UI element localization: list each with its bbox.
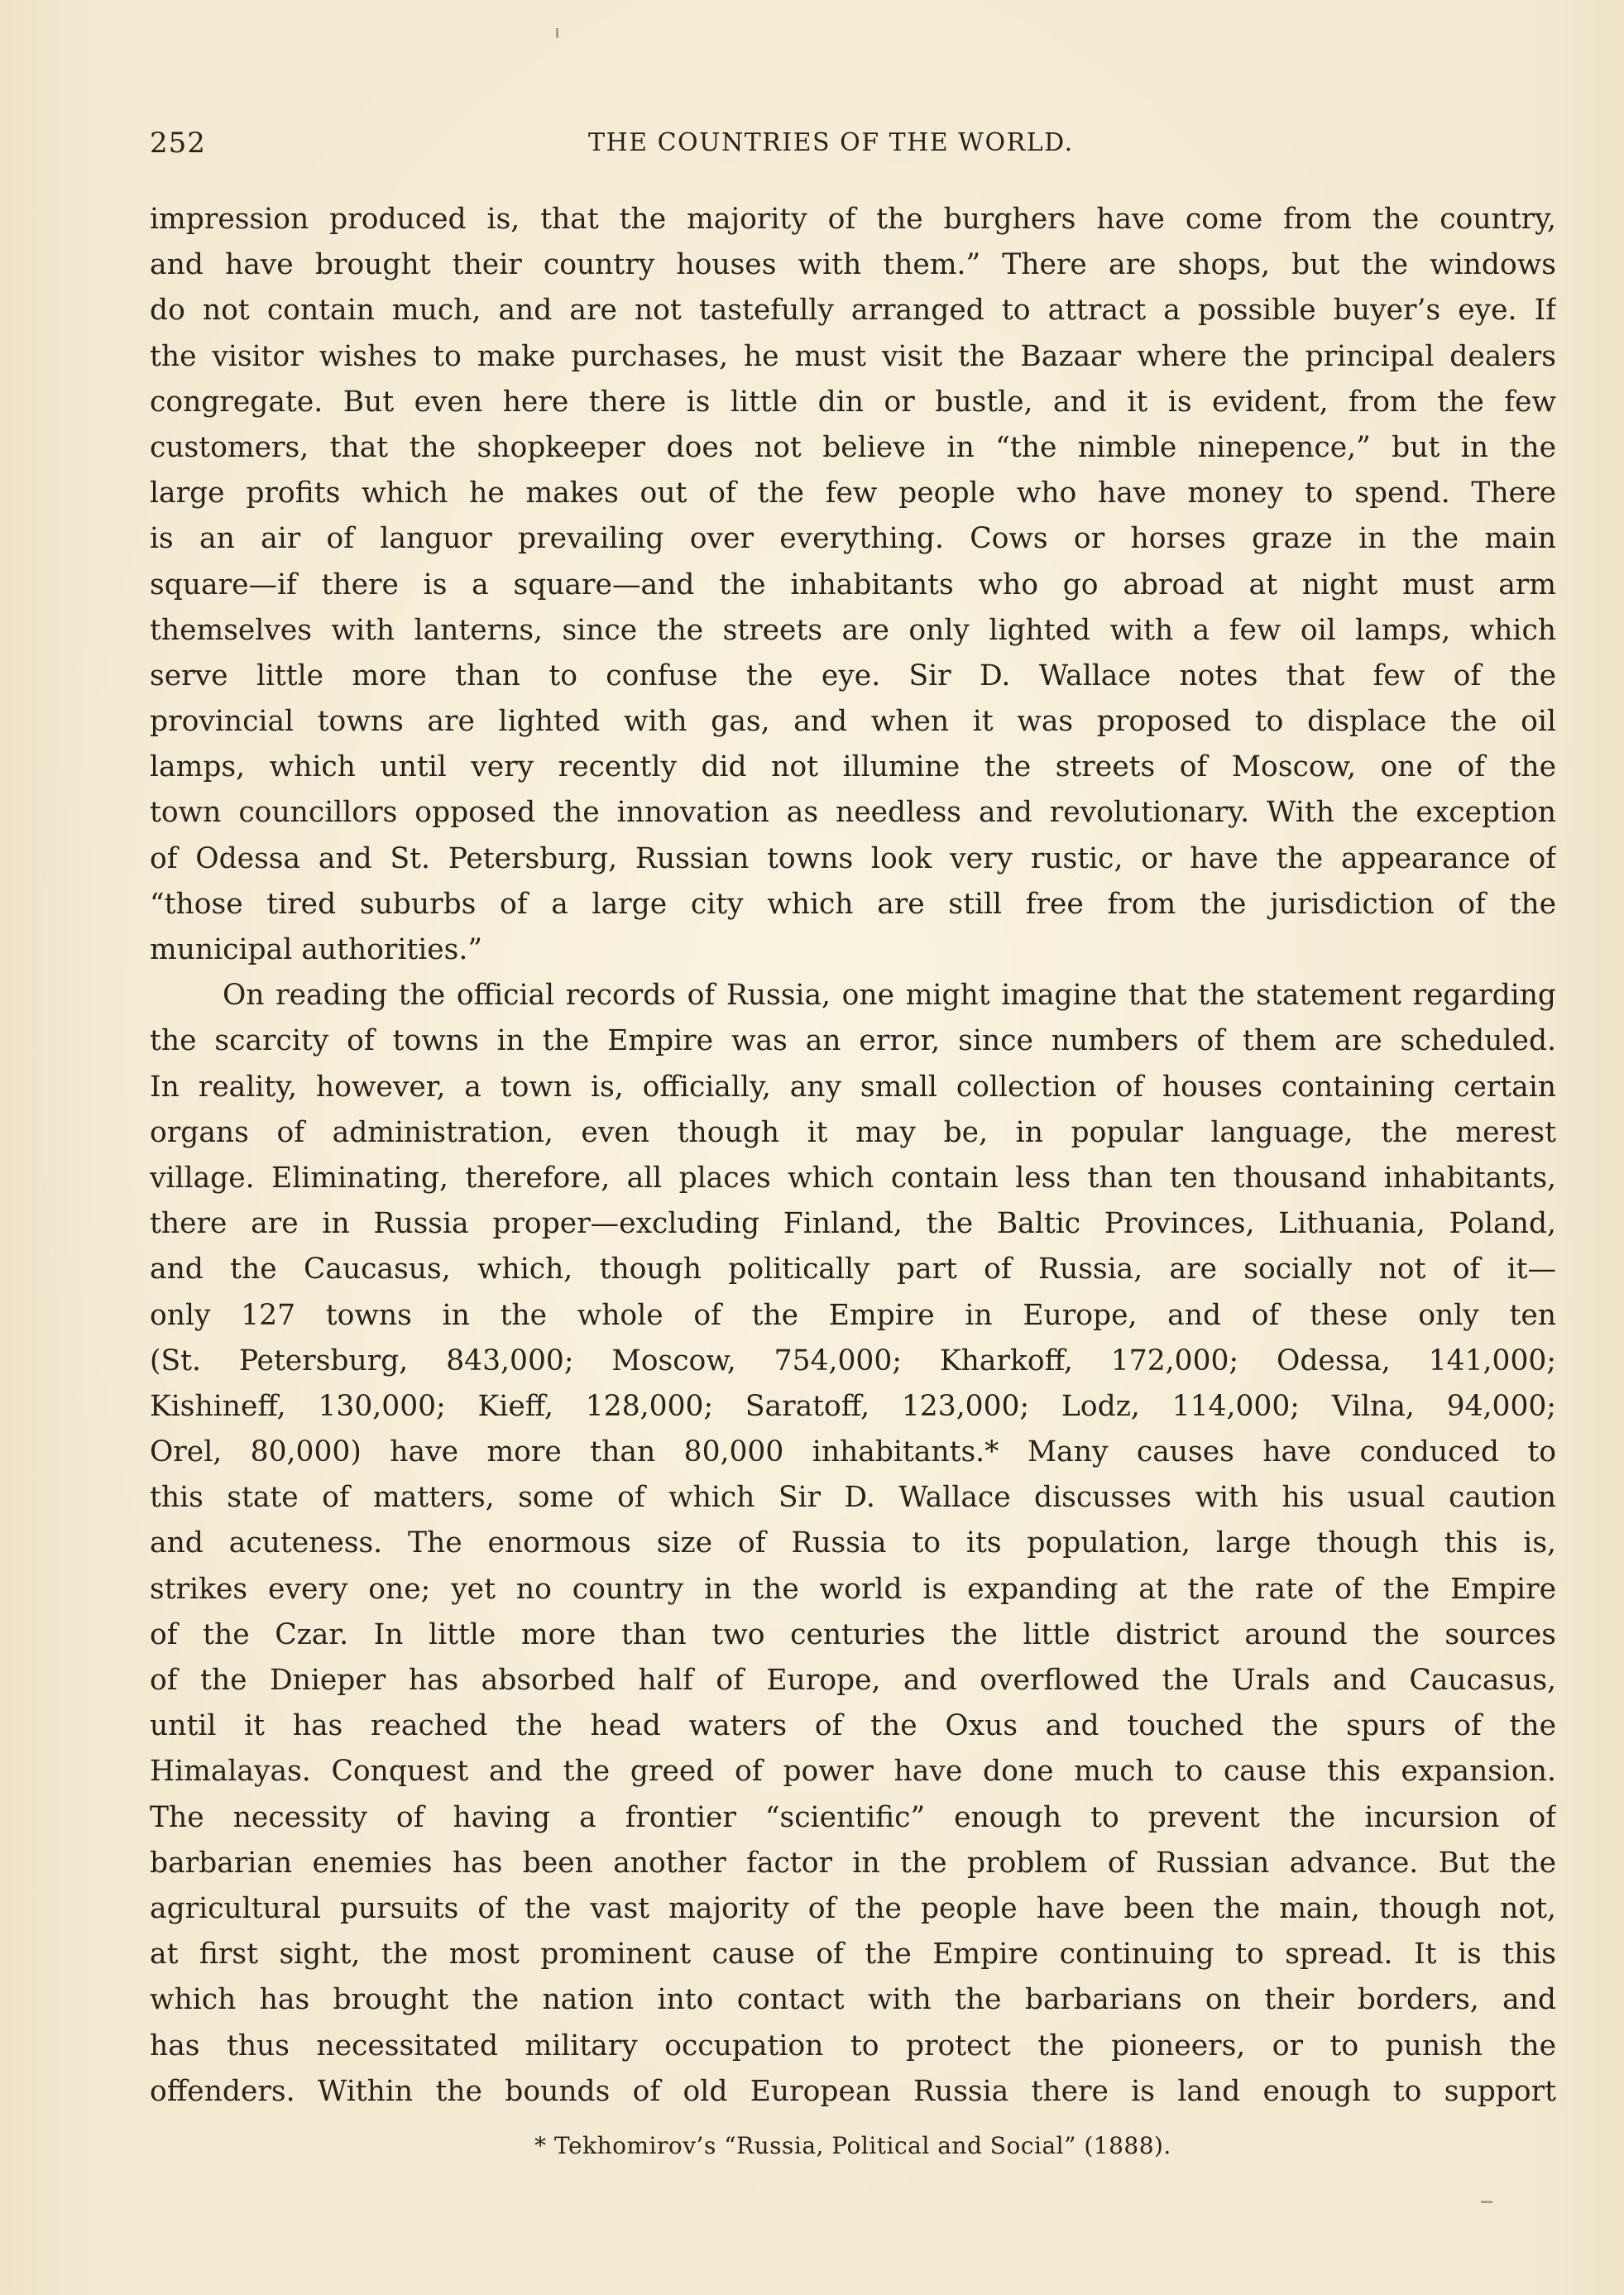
text-line: and have brought their country houses with them.” There are shops, but the windows [150, 248, 1556, 282]
text-line: organs of administration, even though it may be, in popular language, the merest [150, 1115, 1556, 1149]
text-line: and acuteness. The enormous size of Russia to its population, large though this is, [150, 1526, 1556, 1560]
text-line: offenders. Within the bounds of old European Russia there is land enough to support [150, 2074, 1556, 2108]
text-line: do not contain much, and are not tastefully arranged to attract a possible buyer’s eye. If [150, 294, 1556, 328]
text-line: In reality, however, a town is, officially, any small collection of houses containing certain [150, 1070, 1556, 1104]
text-line: at first sight, the most prominent cause of the Empire continuing to spread. It is this [150, 1938, 1556, 1972]
text-line: Himalayas. Conquest and the greed of power have done much to cause this expansion. [150, 1755, 1556, 1789]
text-line: provincial towns are lighted with gas, and when it was proposed to displace the oil [150, 705, 1556, 739]
text-line: Kishineff, 130,000; Kieff, 128,000; Saratoff, 123,000; Lodz, 114,000; Vilna, 94,000; [150, 1389, 1556, 1423]
text-line: square—if there is a square—and the inhabitants who go abroad at night must arm [150, 568, 1556, 601]
paragraph-start-line: On reading the official records of Russia, one might imagine that the statement regarding [223, 979, 1556, 1013]
text-line: village. Eliminating, therefore, all places which contain less than ten thousand inhabitants, [150, 1161, 1556, 1195]
text-line: The necessity of having a frontier “scientific” enough to prevent the incursion of [150, 1800, 1556, 1834]
paragraph-end-line: municipal authorities.” [150, 933, 482, 966]
text-line: agricultural pursuits of the vast majority of the people have been the main, though not, [150, 1891, 1556, 1925]
text-line: “those tired suburbs of a large city which are still free from the jurisdiction of the [150, 887, 1556, 921]
text-line: lamps, which until very recently did not illumine the streets of Moscow, one of the [150, 750, 1556, 784]
text-line: has thus necessitated military occupation to protect the pioneers, or to punish the [150, 2029, 1556, 2063]
text-line: congregate. But even here there is little din or bustle, and it is evident, from the few [150, 385, 1556, 419]
running-head: THE COUNTRIES OF THE WORLD. [588, 128, 1074, 157]
text-line: serve little more than to confuse the eye. Sir D. Wallace notes that few of the [150, 659, 1556, 692]
body-text [150, 197, 1556, 2115]
text-line: the scarcity of towns in the Empire was an error, since numbers of them are scheduled. [150, 1024, 1556, 1058]
text-line: impression produced is, that the majority of the burghers have come from the country, [150, 203, 1556, 236]
text-line: is an air of languor prevailing over everything. Cows or horses graze in the main [150, 522, 1556, 556]
text-line: of Odessa and St. Petersburg, Russian towns look very rustic, or have the appearance of [150, 841, 1556, 875]
text-line: customers, that the shopkeeper does not believe in “the nimble ninepence,” but in the [150, 430, 1556, 464]
text-line: the visitor wishes to make purchases, he must visit the Bazaar where the principal dealers [150, 339, 1556, 373]
text-line: large profits which he makes out of the few people who have money to spend. There [150, 477, 1556, 510]
text-line: town councillors opposed the innovation as needless and revolutionary. With the exception [150, 796, 1556, 830]
page-header [150, 122, 1556, 164]
text-line: there are in Russia proper—excluding Finland, the Baltic Provinces, Lithuania, Poland, [150, 1207, 1556, 1241]
scan-mark-bottom [1481, 2201, 1492, 2203]
text-line: Orel, 80,000) have more than 80,000 inhabitants.* Many causes have conduced to [150, 1435, 1556, 1469]
text-line: of the Dnieper has absorbed half of Europe, and overflowed the Urals and Caucasus, [150, 1664, 1556, 1697]
text-line: this state of matters, some of which Sir D. Wallace discusses with his usual caution [150, 1481, 1556, 1515]
scan-mark-top [556, 28, 558, 38]
footnote: * Tekhomirov’s “Russia, Political and Social” (1888). [534, 2132, 1171, 2159]
text-line: barbarian enemies has been another factor in the problem of Russian advance. But the [150, 1846, 1556, 1880]
text-line: which has brought the nation into contact with the barbarians on their borders, and [150, 1983, 1556, 2017]
text-line: and the Caucasus, which, though politically part of Russia, are socially not of it— [150, 1253, 1556, 1286]
page-number: 252 [150, 127, 206, 160]
text-line: strikes every one; yet no country in the world is expanding at the rate of the Empire [150, 1572, 1556, 1606]
text-line: themselves with lanterns, since the streets are only lighted with a few oil lamps, which [150, 613, 1556, 647]
text-line: (St. Petersburg, 843,000; Moscow, 754,000; Kharkoff, 172,000; Odessa, 141,000; [150, 1344, 1556, 1377]
text-line: only 127 towns in the whole of the Empire in Europe, and of these only ten [150, 1298, 1556, 1332]
text-line: until it has reached the head waters of the Oxus and touched the spurs of the [150, 1709, 1556, 1743]
text-line: of the Czar. In little more than two centuries the little district around the sources [150, 1617, 1556, 1651]
